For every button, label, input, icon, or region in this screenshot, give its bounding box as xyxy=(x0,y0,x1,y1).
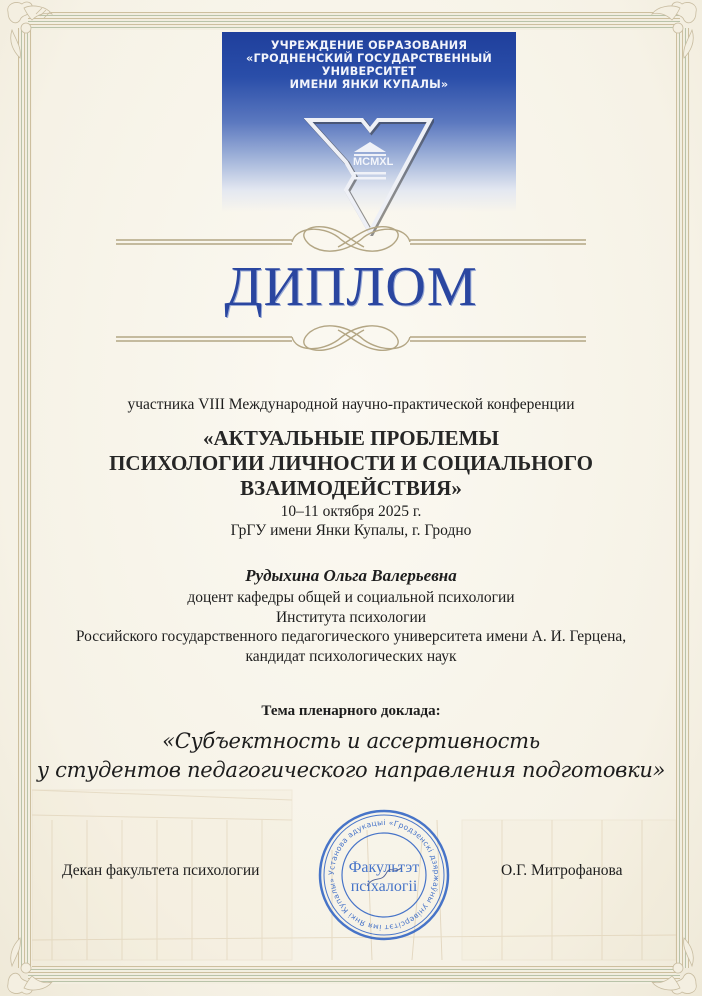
flourish-ornament-icon xyxy=(116,318,586,354)
institution-name xyxy=(222,39,516,91)
report-topic-line: у студентов педагогического направления подготовки» xyxy=(36,758,666,782)
report-topic xyxy=(0,727,702,785)
diploma-title: ДИПЛОМ xyxy=(224,256,478,318)
stamp-ring-text: Установа адукацыі «Гродзенскі дзяржаўны універсітэт імя Янкі Купалы» xyxy=(326,817,442,933)
university-emblem-icon xyxy=(304,116,434,236)
faculty-stamp-icon xyxy=(317,808,451,942)
recipient-info-line: доцент кафедры общей и социальной психологии xyxy=(187,589,515,606)
signer-position: Декан факультета психологии xyxy=(62,862,260,879)
corner-ornament-icon xyxy=(2,0,62,60)
report-topic-line: «Субъектность и ассертивность xyxy=(162,729,540,753)
university-banner xyxy=(222,32,516,212)
emblem-year-text: MCMXL xyxy=(353,156,394,168)
conference-date: 10–11 октября 2025 г. xyxy=(280,503,422,520)
institution-line: УНИВЕРСИТЕТ xyxy=(321,65,417,78)
report-topic-label: Тема пленарного доклада: xyxy=(261,703,441,719)
conference-title-line: ВЗАИМОДЕЙСТВИЯ» xyxy=(240,476,462,500)
conference-place: ГрГУ имени Янки Купалы, г. Гродно xyxy=(230,522,472,539)
recipient-name: Рудыхина Ольга Валерьевна xyxy=(245,566,457,585)
signer-name: О.Г. Митрофанова xyxy=(501,862,623,879)
stamp-center-line: псіхалогіі xyxy=(350,878,418,895)
border-bottom xyxy=(28,966,680,984)
corner-ornament-icon xyxy=(2,936,62,996)
corner-ornament-icon xyxy=(642,936,702,996)
institution-line: УЧРЕЖДЕНИЕ ОБРАЗОВАНИЯ xyxy=(270,39,468,52)
conference-title xyxy=(0,426,702,501)
recipient-info xyxy=(0,588,702,666)
conference-title-line: «АКТУАЛЬНЫЕ ПРОБЛЕМЫ xyxy=(202,426,500,450)
corner-ornament-icon xyxy=(642,0,702,60)
border-top xyxy=(28,12,680,30)
conference-details xyxy=(0,502,702,540)
recipient-info-line: Института психологии xyxy=(275,608,427,626)
institution-line: «ГРОДНЕНСКИЙ ГОСУДАРСТВЕННЫЙ xyxy=(246,52,492,65)
recipient-info-line: кандидат психологических наук xyxy=(245,647,457,665)
institution-line: ИМЕНИ ЯНКИ КУПАЛЫ» xyxy=(289,78,449,91)
participant-line: участника VIII Международной научно-практической конференции xyxy=(127,396,575,413)
conference-title-line: ПСИХОЛОГИИ ЛИЧНОСТИ И СОЦИАЛЬНОГО xyxy=(109,451,593,475)
recipient-info-line: Российского государственного педагогического университета имени А. И. Герцена, xyxy=(75,628,627,645)
stamp-center-line: Факультэт xyxy=(348,859,420,876)
